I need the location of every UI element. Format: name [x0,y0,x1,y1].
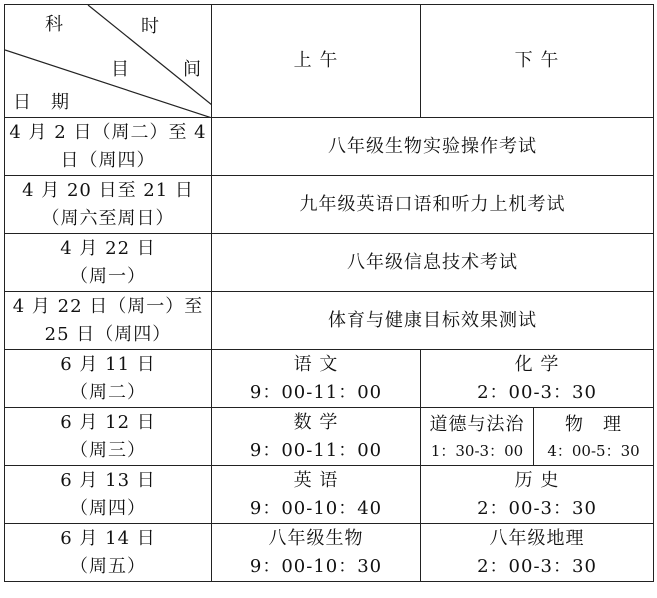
afternoon-exam-cell-a [421,408,534,466]
header-afternoon: 下 午 [421,5,654,118]
exam-time: 1：30-3：00 [430,441,524,460]
header-subject-char-2: 目 [111,59,130,80]
span-exam-cell: 九年级英语口语和听力上机考试 [212,176,654,234]
date-line: （周四） [70,497,146,519]
date-cell [5,408,212,466]
exam-subject: 八年级生物 [268,527,364,549]
date-line: 6 月 12 日 [60,411,156,433]
span-exam-cell: 体育与健康目标效果测试 [212,292,654,350]
header-date-label: 日 期 [13,92,70,113]
exam-subject: 数 学 [293,411,339,433]
date-line: （周三） [70,439,146,461]
date-line: 4 月 2 日（周二）至 4 [9,121,207,143]
date-cell [5,466,212,524]
date-line: 4 月 20 日至 21 日 [22,179,194,201]
date-cell [5,176,212,234]
exam-time: 2：00-3：30 [477,497,597,519]
exam-schedule-table [4,4,654,582]
date-line: 6 月 11 日 [60,353,156,375]
span-exam-cell: 八年级信息技术考试 [212,234,654,292]
afternoon-exam-cell [421,466,654,524]
morning-exam-cell [212,350,421,408]
header-time-char-2: 间 [183,59,202,80]
morning-exam-cell [212,408,421,466]
span-exam-cell: 八年级生物实验操作考试 [212,118,654,176]
table-row [5,234,654,292]
exam-time: 4：00-5：30 [547,441,640,460]
exam-subject: 语 文 [293,353,339,375]
date-cell [5,350,212,408]
date-line: 25 日（周四） [44,323,172,345]
table-row [5,350,654,408]
header-time-char-1: 时 [141,16,160,37]
afternoon-exam-cell-b [534,408,654,466]
date-line: 6 月 14 日 [60,527,156,549]
table-row [5,176,654,234]
exam-time: 9：00-10：40 [249,497,383,519]
header-morning: 上 午 [212,5,421,118]
exam-subject: 英 语 [293,469,339,491]
morning-exam-cell [212,524,421,582]
header-subject-char-1: 科 [45,14,64,35]
date-cell [5,292,212,350]
date-line: （周二） [70,381,146,403]
date-line: 4 月 22 日（周一）至 [12,295,204,317]
morning-exam-cell [212,466,421,524]
exam-time: 2：00-3：30 [477,555,597,577]
table-row [5,466,654,524]
table-row [5,292,654,350]
date-cell [5,234,212,292]
exam-subject: 物 理 [565,413,622,435]
exam-time: 2：00-3：30 [477,381,597,403]
exam-time: 9：00-11：00 [249,439,383,461]
table-row [5,408,654,466]
date-line: （周一） [70,265,146,287]
exam-subject: 道德与法治 [429,413,525,435]
exam-time: 9：00-10：30 [249,555,383,577]
date-line: （周五） [70,555,146,577]
exam-subject: 八年级地理 [489,527,585,549]
afternoon-exam-cell [421,524,654,582]
diagonal-header-cell [5,5,212,118]
exam-time: 9：00-11：00 [249,381,383,403]
date-cell [5,118,212,176]
header-row [5,5,654,118]
date-line: 4 月 22 日 [60,237,156,259]
table-row [5,524,654,582]
date-cell [5,524,212,582]
date-line: 日（周四） [60,149,156,171]
exam-subject: 化 学 [514,353,560,375]
date-line: （周六至周日） [41,207,175,229]
table-row [5,118,654,176]
afternoon-exam-cell [421,350,654,408]
exam-subject: 历 史 [514,469,560,491]
date-line: 6 月 13 日 [60,469,156,491]
